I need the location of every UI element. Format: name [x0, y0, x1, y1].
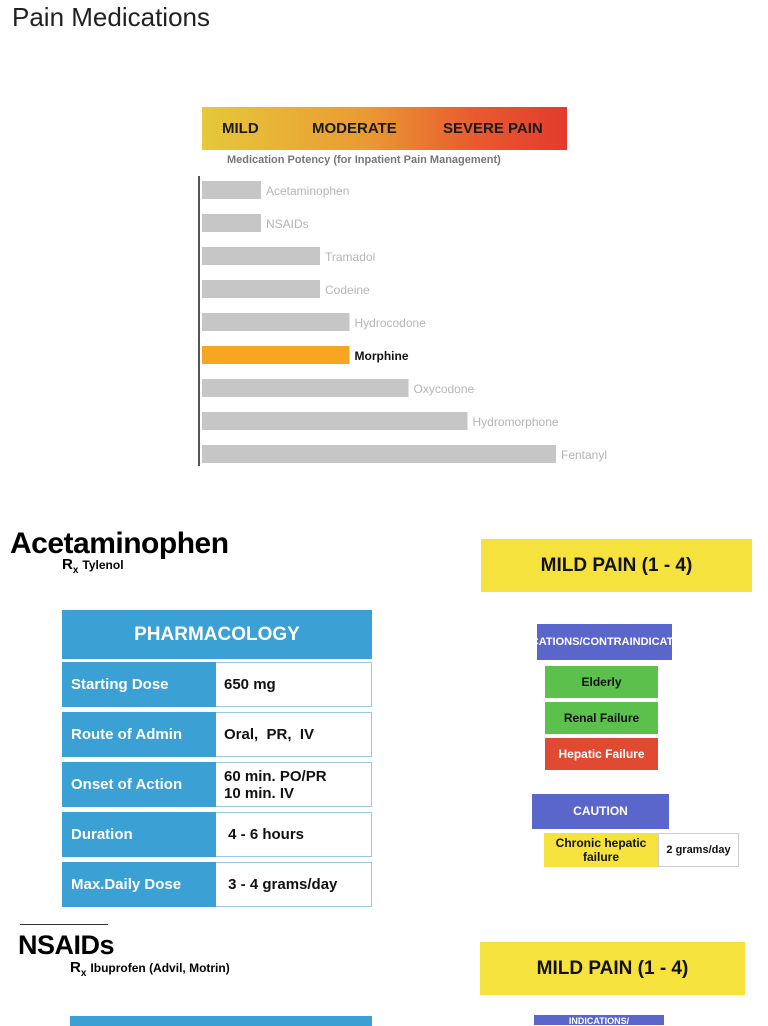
pharm-key: Onset of Action — [62, 762, 216, 807]
caution-limit: 2 grams/day — [658, 833, 739, 867]
bar-oxycodone — [202, 379, 409, 397]
scale-label-moderate: MODERATE — [312, 120, 397, 137]
pharm-value — [216, 762, 372, 807]
pharmacology-header-partial — [70, 1016, 372, 1026]
section-divider — [20, 924, 108, 925]
rx-symbol-x: x — [80, 968, 87, 979]
pharm-row-route — [62, 712, 372, 757]
page-title: Pain Medications — [12, 2, 210, 32]
bar-nsaids — [202, 214, 261, 232]
pharm-row-onset — [62, 762, 372, 807]
pharm-row-max-dose — [62, 862, 372, 907]
pharm-value-line-2: 10 min. IV — [224, 784, 295, 802]
bar-label-codeine: Codeine — [325, 283, 370, 297]
bar-label-fentanyl: Fentanyl — [561, 448, 608, 462]
bar-label-nsaids: NSAIDs — [266, 217, 309, 231]
bar-hydrocodone — [202, 313, 350, 331]
caution-condition — [544, 833, 658, 867]
pharm-value-line: 650 mg — [224, 676, 276, 693]
pharm-value-line: 3 - 4 grams/day — [224, 876, 338, 893]
pharm-key: Route of Admin — [62, 712, 216, 757]
pain-severity-scale — [202, 107, 567, 150]
rx-symbol-x: x — [72, 565, 79, 576]
bar-acetaminophen — [202, 181, 261, 199]
caution-condition-line1: Chronic hepatic — [555, 836, 647, 850]
pharm-row-duration — [62, 812, 372, 857]
pharm-value — [216, 662, 372, 707]
indications-header — [508, 624, 701, 660]
brand-name-tylenol — [62, 556, 124, 576]
bar-label-tramadol: Tramadol — [325, 250, 376, 264]
bar-fentanyl — [202, 445, 556, 463]
brand-label: Ibuprofen (Advil, Motrin) — [90, 961, 230, 975]
indication-elderly: Elderly — [545, 666, 658, 698]
pain-level-badge: MILD PAIN (1 - 4) — [481, 539, 752, 592]
pharmacology-header: PHARMACOLOGY — [62, 610, 372, 659]
indications-header-partial: INDICATIONS/ — [534, 1015, 664, 1025]
bar-label-acetaminophen: Acetaminophen — [266, 184, 350, 198]
pharm-value — [216, 712, 372, 757]
rx-symbol-r: R — [62, 556, 73, 573]
scale-label-severe: SEVERE PAIN — [443, 120, 543, 137]
bar-label-morphine: Morphine — [354, 349, 409, 363]
bar-label-hydromorphone: Hydromorphone — [472, 415, 559, 429]
pharm-value — [216, 812, 372, 857]
pharmacology-table — [62, 610, 372, 912]
pharm-key: Duration — [62, 812, 216, 857]
bar-tramadol — [202, 247, 320, 265]
rx-symbol-r: R — [70, 959, 81, 976]
pharm-value — [216, 862, 372, 907]
bar-codeine — [202, 280, 320, 298]
drug-name-acetaminophen: Acetaminophen — [10, 527, 229, 560]
pharm-key: Max.Daily Dose — [62, 862, 216, 907]
bar-label-hydrocodone: Hydrocodone — [354, 316, 426, 330]
brand-label: Tylenol — [82, 558, 124, 572]
potency-bar-chart — [196, 176, 636, 468]
caution-header: CAUTION — [532, 794, 669, 829]
brand-name-ibuprofen — [70, 959, 230, 979]
pharm-value-line: 4 - 6 hours — [224, 826, 305, 843]
pain-level-badge: MILD PAIN (1 - 4) — [480, 942, 745, 995]
bar-label-oxycodone: Oxycodone — [413, 382, 475, 396]
drug-name-nsaids: NSAIDs — [18, 930, 115, 960]
caution-condition-line2: failure — [582, 850, 619, 864]
pharm-row-starting-dose — [62, 662, 372, 707]
bar-morphine — [202, 346, 350, 364]
contraindication-hepatic-failure: Hepatic Failure — [545, 738, 658, 770]
indications-title-line1: INDICATIONS/ — [508, 635, 583, 648]
chart-title: Medication Potency (for Inpatient Pain Management) — [227, 154, 501, 166]
bar-hydromorphone — [202, 412, 468, 430]
scale-label-mild: MILD — [222, 120, 259, 137]
indication-renal-failure: Renal Failure — [545, 702, 658, 734]
pharm-value-line: 60 min. PO/PR — [224, 767, 327, 785]
pharm-value-line: Oral, PR, IV — [224, 726, 315, 743]
pharm-key: Starting Dose — [62, 662, 216, 707]
indications-title-line2: CONTRAINDICATIONS — [582, 635, 701, 648]
